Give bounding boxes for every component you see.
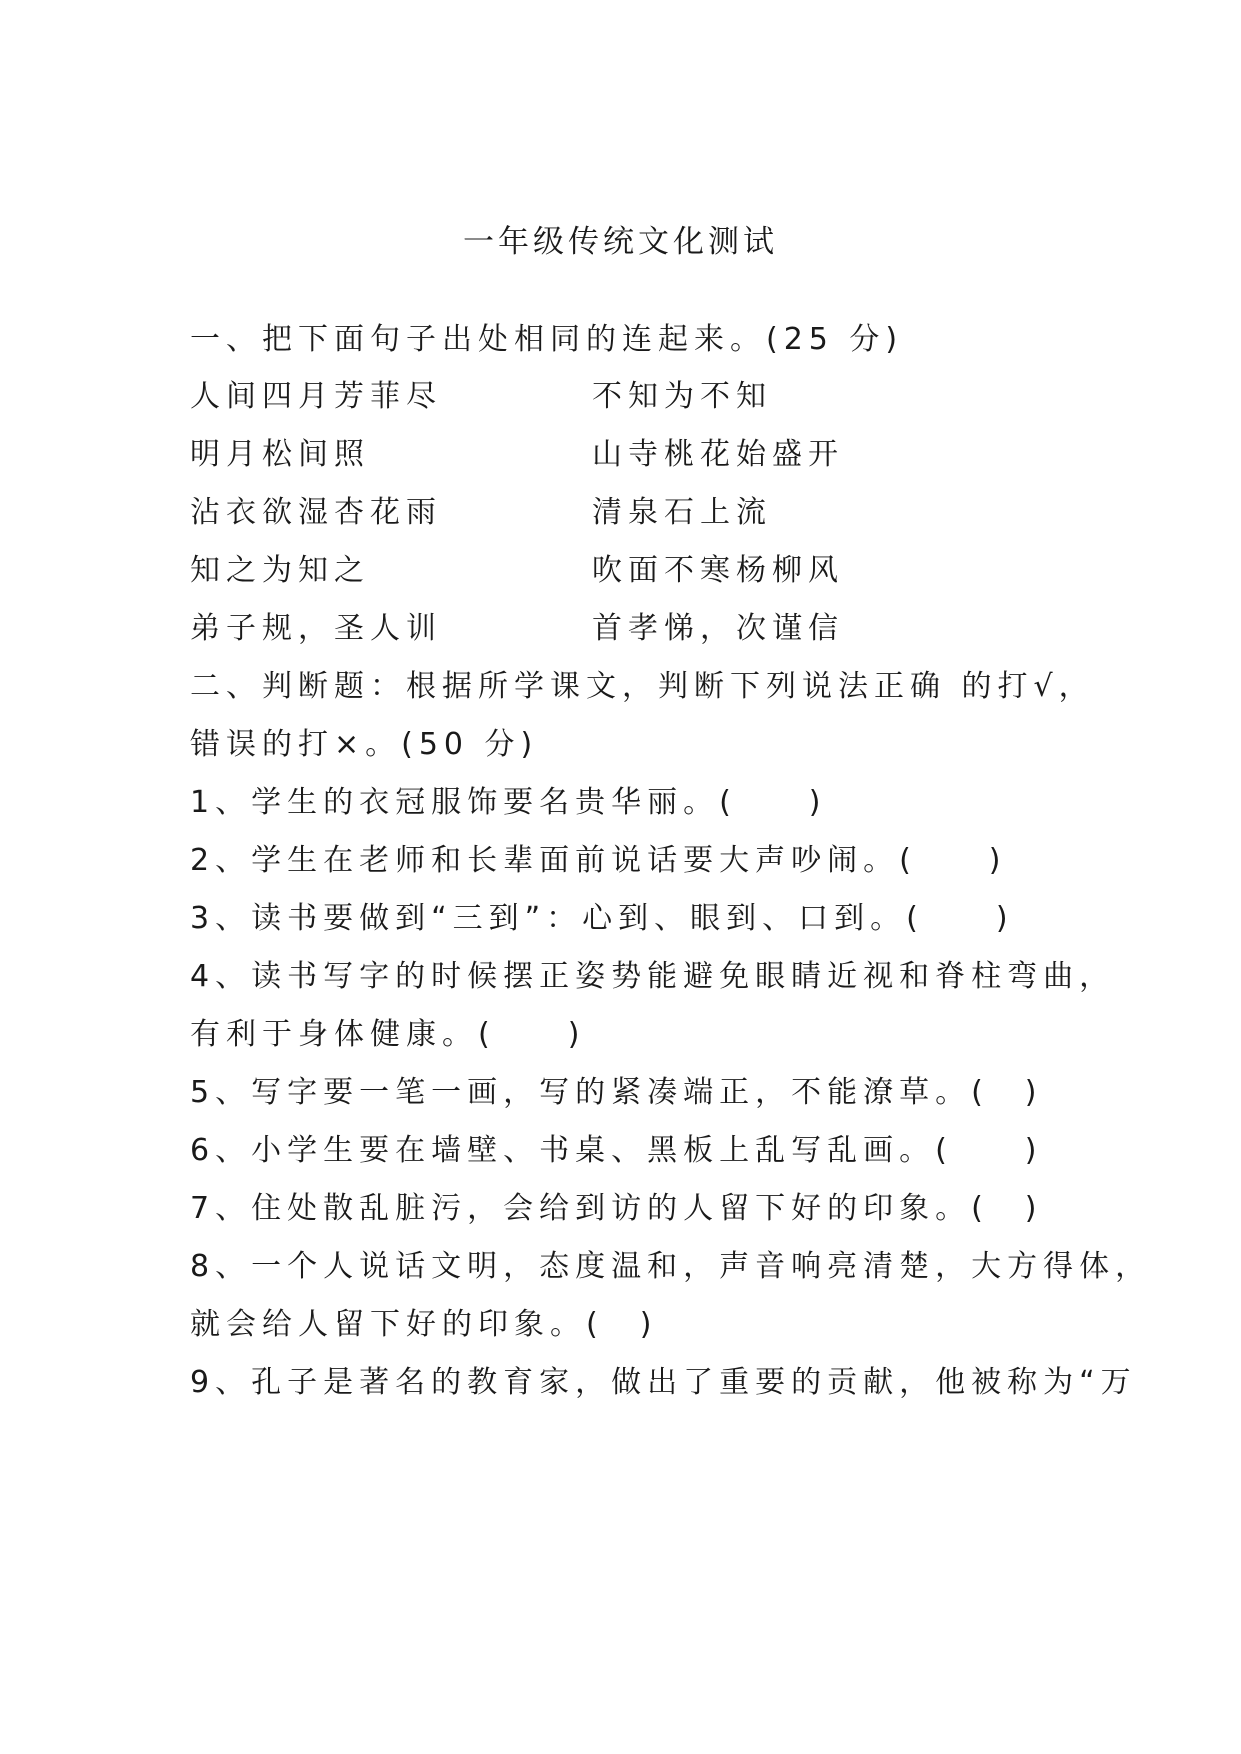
- question-item: 6、小学生要在墙壁、书桌、黑板上乱写乱画。( ): [190, 1133, 1043, 1168]
- section2-heading-line2: 错误的打×。(50 分): [190, 727, 539, 762]
- section2-heading-line1: 二、判断题：根据所学课文，判断下列说法正确 的打√，: [190, 669, 1095, 704]
- question-item: 2、学生在老师和长辈面前说话要大声吵闹。( ): [190, 843, 1007, 878]
- page-title: 一年级传统文化测试: [463, 224, 778, 260]
- match-left-1: 人间四月芳菲尽: [190, 379, 442, 414]
- question-item: 9、孔子是著名的教育家，做出了重要的贡献，他被称为“万: [190, 1365, 1137, 1400]
- match-right-5: 首孝悌，次谨信: [592, 611, 844, 646]
- match-right-1: 不知为不知: [592, 379, 772, 414]
- match-right-3: 清泉石上流: [592, 495, 772, 530]
- question-item: 4、读书写字的时候摆正姿势能避免眼睛近视和脊柱弯曲，: [190, 959, 1116, 994]
- match-right-2: 山寺桃花始盛开: [592, 437, 844, 472]
- match-right-4: 吹面不寒杨柳风: [592, 553, 844, 588]
- match-left-4: 知之为知之: [190, 553, 370, 588]
- match-left-5: 弟子规，圣人训: [190, 611, 442, 646]
- section1-heading: 一、把下面句子出处相同的连起来。(25 分): [190, 322, 904, 357]
- question-item-continued: 就会给人留下好的印象。( ): [190, 1307, 658, 1342]
- match-left-2: 明月松间照: [190, 437, 370, 472]
- question-item: 7、住处散乱脏污，会给到访的人留下好的印象。( ): [190, 1191, 1043, 1226]
- question-item: 8、一个人说话文明，态度温和，声音响亮清楚，大方得体，: [190, 1249, 1152, 1284]
- question-item: 1、学生的衣冠服饰要名贵华丽。( ): [190, 785, 827, 820]
- question-item: 3、读书要做到“三到”：心到、眼到、口到。( ): [190, 901, 1014, 936]
- match-left-3: 沾衣欲湿杏花雨: [190, 495, 442, 530]
- question-item: 5、写字要一笔一画，写的紧凑端正，不能潦草。( ): [190, 1075, 1043, 1110]
- question-item-continued: 有利于身体健康。( ): [190, 1017, 586, 1052]
